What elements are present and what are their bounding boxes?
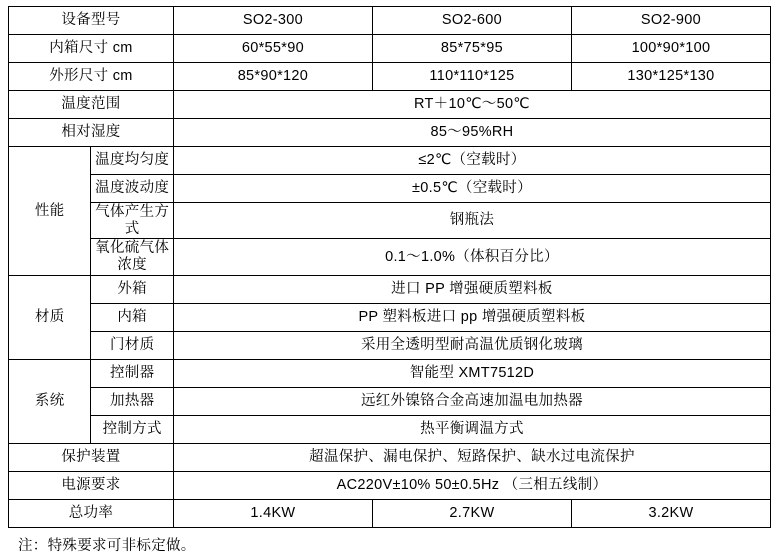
value-cell: 85*90*120 [173, 63, 372, 91]
group-label-performance [9, 147, 91, 276]
value-cell: 130*125*130 [571, 63, 770, 91]
table-row [9, 239, 771, 275]
value-cell: RT＋10℃～50℃ [173, 91, 770, 119]
row-label: 温度范围 [9, 91, 174, 119]
table-body [9, 7, 771, 528]
value-cell: 热平衡调温方式 [173, 415, 770, 443]
table-row [9, 203, 771, 239]
row-label: 外形尺寸 cm [9, 63, 174, 91]
table-row [9, 415, 771, 443]
row-label: 内箱 [91, 303, 173, 331]
row-label: 控制方式 [91, 415, 173, 443]
row-label: 设备型号 [9, 7, 174, 35]
table-row [9, 471, 771, 499]
value-cell: 0.1～1.0%（体积百分比） [173, 239, 770, 275]
table-row [9, 331, 771, 359]
group-label-material [9, 275, 91, 359]
value-cell: 85*75*95 [372, 35, 571, 63]
table-row [9, 387, 771, 415]
row-label: 保护装置 [9, 443, 174, 471]
value-cell: 远红外镍铬合金高速加温电加热器 [173, 387, 770, 415]
model-cell-1: SO2-300 [173, 7, 372, 35]
row-label: 门材质 [91, 331, 173, 359]
group-label-text: 系统 [34, 392, 65, 409]
table-row [9, 91, 771, 119]
table-row [9, 443, 771, 471]
value-cell: AC220V±10% 50±0.5Hz （三相五线制） [173, 471, 770, 499]
value-cell: 2.7KW [372, 499, 571, 527]
table-row [9, 303, 771, 331]
model-cell-2: SO2-600 [372, 7, 571, 35]
group-label-text: 材质 [34, 308, 65, 325]
row-label: 电源要求 [9, 471, 174, 499]
table-row [9, 275, 771, 303]
value-cell: PP 塑料板进口 pp 增强硬质塑料板 [173, 303, 770, 331]
value-cell: ≤2℃（空载时） [173, 147, 770, 175]
value-cell: 110*110*125 [372, 63, 571, 91]
table-row [9, 7, 771, 35]
value-cell: 85～95%RH [173, 119, 770, 147]
model-cell-3: SO2-900 [571, 7, 770, 35]
table-row [9, 359, 771, 387]
value-cell: ±0.5℃（空载时） [173, 175, 770, 203]
row-label: 氧化硫气体浓度 [91, 239, 173, 275]
value-cell: 采用全透明型耐高温优质钢化玻璃 [173, 331, 770, 359]
value-cell: 1.4KW [173, 499, 372, 527]
value-cell: 进口 PP 增强硬质塑料板 [173, 275, 770, 303]
footnote: 注：特殊要求可非标定做。 [18, 537, 196, 554]
row-label: 总功率 [9, 499, 174, 527]
specification-table [8, 6, 771, 528]
row-label: 相对湿度 [9, 119, 174, 147]
value-cell: 超温保护、漏电保护、短路保护、缺水过电流保护 [173, 443, 770, 471]
group-label-system [9, 359, 91, 443]
row-label: 外箱 [91, 275, 173, 303]
table-row [9, 175, 771, 203]
value-cell: 智能型 XMT7512D [173, 359, 770, 387]
row-label: 内箱尺寸 cm [9, 35, 174, 63]
table-row [9, 63, 771, 91]
row-label: 加热器 [91, 387, 173, 415]
group-label-text: 性能 [34, 202, 65, 219]
table-row [9, 147, 771, 175]
value-cell: 钢瓶法 [173, 203, 770, 239]
table-row [9, 499, 771, 527]
value-cell: 60*55*90 [173, 35, 372, 63]
row-label: 温度均匀度 [91, 147, 173, 175]
row-label: 控制器 [91, 359, 173, 387]
table-row [9, 119, 771, 147]
value-cell: 3.2KW [571, 499, 770, 527]
value-cell: 100*90*100 [571, 35, 770, 63]
row-label: 温度波动度 [91, 175, 173, 203]
row-label: 气体产生方式 [91, 203, 173, 239]
table-row [9, 35, 771, 63]
